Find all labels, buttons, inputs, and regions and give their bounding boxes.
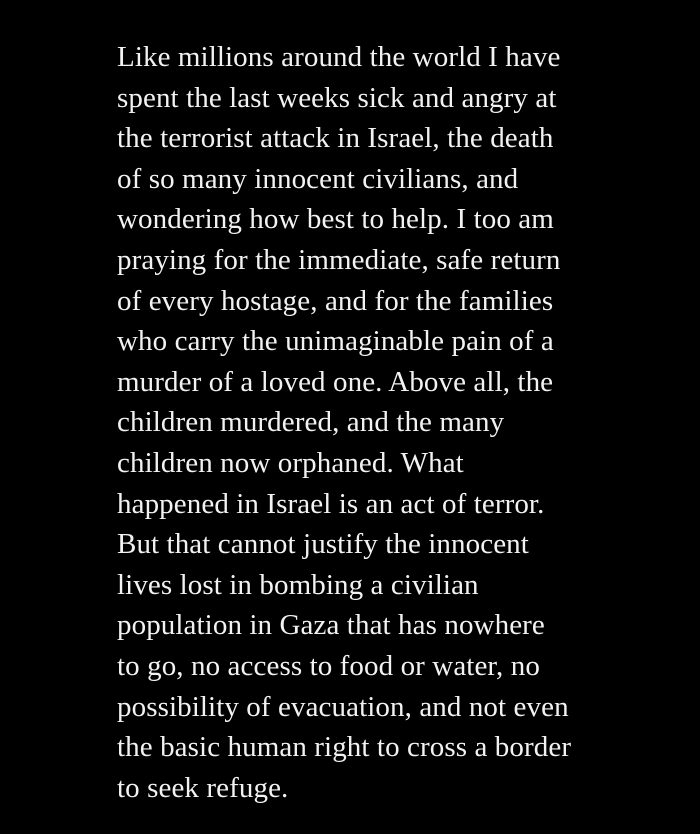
statement-line: murder of a loved one. Above all, the [117, 365, 554, 398]
statement-line: population in Gaza that has nowhere [117, 609, 545, 642]
statement-line: to go, no access to food or water, no [117, 649, 540, 682]
statement-line: Like millions around the world I have [117, 41, 561, 73]
statement-line: happened in Israel is an act of terror. [117, 487, 545, 520]
statement-line: of every hostage, and for the families [117, 284, 554, 317]
statement-text [117, 37, 677, 808]
statement-line: the terrorist attack in Israel, the death [117, 122, 554, 155]
statement-line: lives lost in bombing a civilian [117, 568, 479, 601]
statement-line: children murdered, and the many [117, 406, 505, 439]
statement-line: praying for the immediate, safe return [117, 243, 561, 276]
statement-line: to seek refuge. [117, 771, 289, 804]
statement-line: children now orphaned. What [117, 446, 464, 479]
statement-line: wondering how best to help. I too am [117, 203, 554, 236]
statement-line: of so many innocent civilians, and [117, 162, 519, 195]
statement-line: But that cannot justify the innocent [117, 528, 529, 561]
statement-line: possibility of evacuation, and not even [117, 690, 569, 723]
statement-line: who carry the unimaginable pain of a [117, 325, 554, 358]
statement-line: the basic human right to cross a border [117, 731, 572, 764]
statement-line: spent the last weeks sick and angry at [117, 81, 557, 114]
